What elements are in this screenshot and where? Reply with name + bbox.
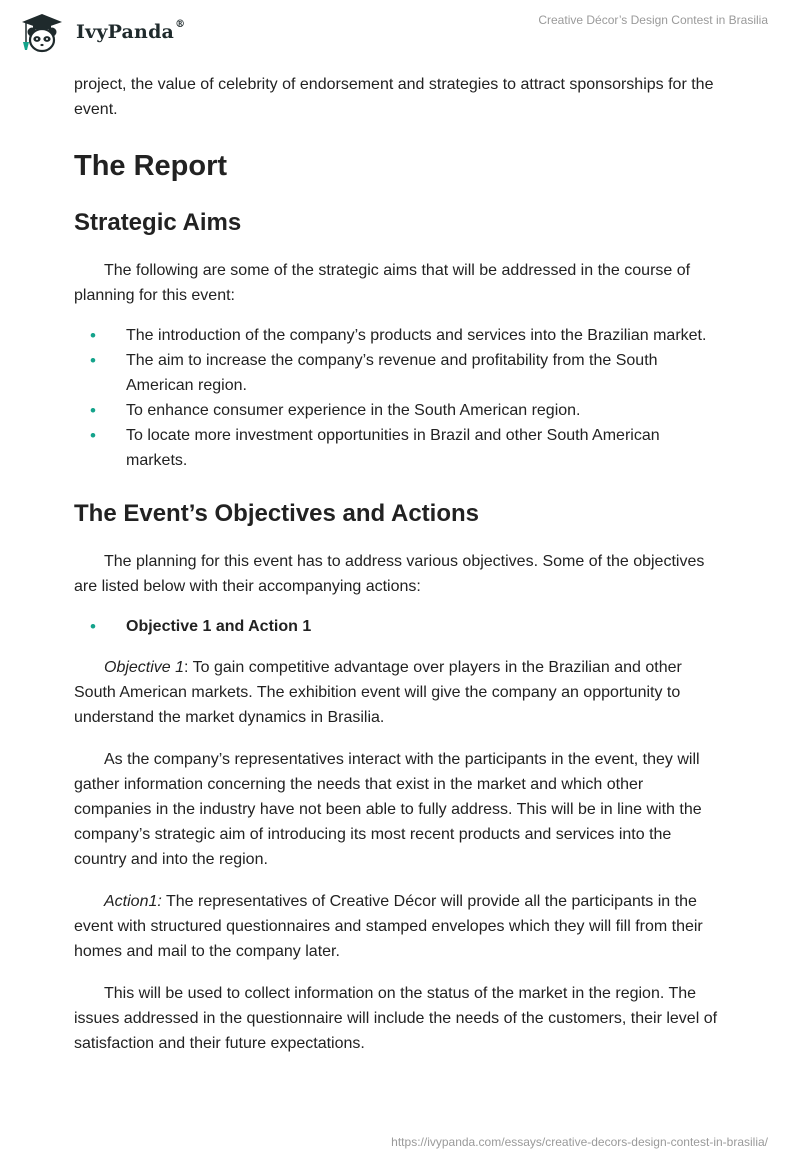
collect-information-paragraph: This will be used to collect information on the status of the market in the region. The issues addressed in the questionnaire will include the needs of the customers, their level of satisfaction and their future expectations.: [74, 985, 718, 1052]
bullet-icon: •: [90, 326, 96, 345]
brand-name: IvyPanda®: [76, 19, 186, 43]
list-item: • To locate more investment opportunities in Brazil and other South American markets.: [74, 423, 724, 473]
representatives-paragraph: As the company’s representatives interact with the participants in the event, they will gather information concerning the needs that exist in the market and which other companies in the industry have not been able to fully address. This will be in line with the company’s strategic aim of introducing its most recent products and services into the country and into the region.: [74, 751, 702, 868]
action-1-label: Action1:: [104, 893, 162, 910]
strategic-aims-list: [74, 323, 724, 473]
strategic-aims-heading: Strategic Aims: [74, 209, 242, 236]
objectives-heading: The Event’s Objectives and Actions: [74, 500, 479, 527]
list-item: • To enhance consumer experience in the South American region.: [74, 398, 724, 423]
objectives-intro: The planning for this event has to address various objectives. Some of the objectives are listed below with their accompanying actions:: [74, 553, 705, 595]
bullet-icon: •: [90, 351, 96, 370]
objective-1-label: Objective 1: [104, 659, 185, 676]
bullet-icon: •: [90, 617, 96, 636]
list-item: • The aim to increase the company’s revenue and profitability from the South American region.: [74, 348, 724, 398]
page-header: [0, 0, 800, 64]
panda-graduate-icon: [14, 9, 66, 55]
bullet-icon: •: [90, 401, 96, 420]
essay-content: [74, 72, 724, 1056]
action-1-paragraph: Action1: The representatives of Creative Décor will provide all the participants in the event with structured questionnaires and stamped envelopes which they will fill from their homes and mail to the company later.: [74, 893, 703, 960]
report-heading: The Report: [74, 150, 228, 182]
ivypanda-logo[interactable]: [14, 9, 184, 55]
strategic-aims-intro: The following are some of the strategic aims that will be addressed in the course of planning for this event:: [74, 262, 691, 304]
objectives-list: [74, 614, 724, 639]
document-title: Creative Décor’s Design Contest in Brasilia: [538, 13, 768, 27]
bullet-icon: •: [90, 426, 96, 445]
list-item: • The introduction of the company’s products and services into the Brazilian market.: [74, 323, 724, 348]
objective-1-paragraph: Objective 1: To gain competitive advantage over players in the Brazilian and other South American markets. The exhibition event will give the company an opportunity to understand the market dynamics in Brasilia.: [74, 659, 682, 726]
intro-paragraph-tail: project, the value of celebrity of endorsement and strategies to attract sponsorships for the event.: [74, 76, 714, 118]
source-url[interactable]: https://ivypanda.com/essays/creative-decors-design-contest-in-brasilia/: [391, 1135, 768, 1149]
list-item: • Objective 1 and Action 1: [74, 614, 724, 639]
